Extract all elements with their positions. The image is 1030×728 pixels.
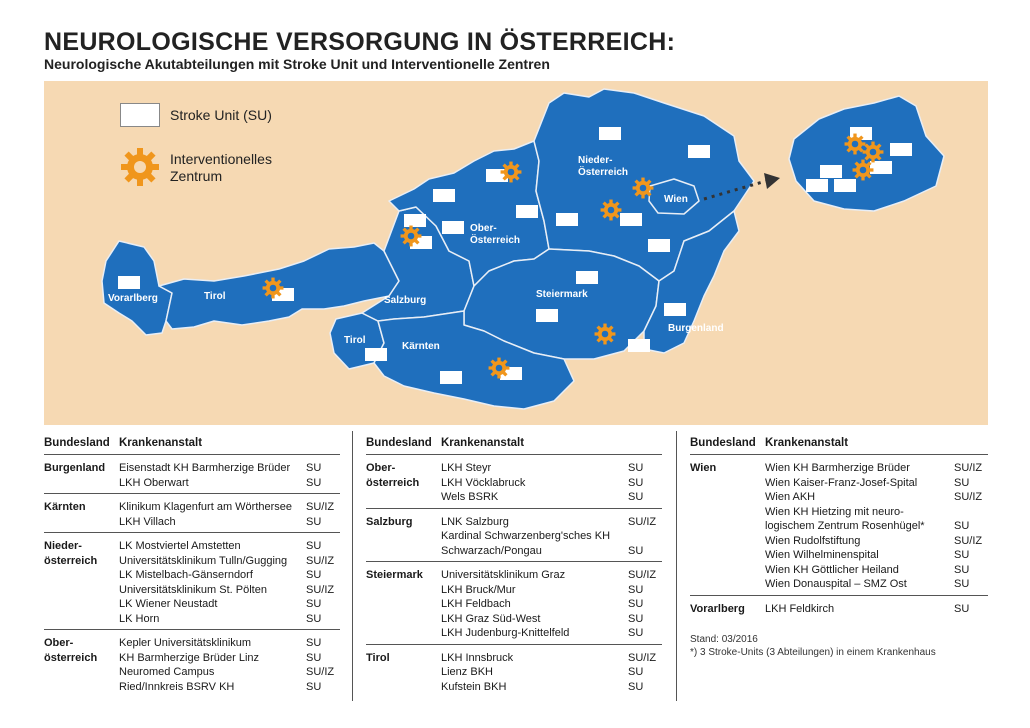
hospital-name: LK Mistelbach-Gänserndorf bbox=[119, 569, 253, 581]
hospital-name: LKH Villach bbox=[119, 515, 176, 528]
state-group bbox=[44, 533, 340, 630]
label-wien: Wien bbox=[664, 194, 688, 205]
table-row bbox=[119, 568, 340, 583]
hospital-name: Lienz BKH bbox=[441, 666, 493, 678]
label-osttirol: Tirol bbox=[344, 335, 366, 346]
hospital-name: LKH Bruck/Mur bbox=[441, 583, 516, 596]
hospital-name: Klinikum Klagenfurt am Wörthersee bbox=[119, 501, 293, 513]
label-kaernten: Kärnten bbox=[402, 341, 440, 352]
unit-type: SU/IZ bbox=[628, 515, 657, 528]
unit-type: SU/IZ bbox=[306, 583, 335, 596]
unit-type: SU bbox=[306, 651, 322, 664]
unit-type: SU bbox=[306, 598, 322, 610]
table-row bbox=[119, 515, 340, 530]
table-row bbox=[441, 515, 662, 530]
legend-interventional-label bbox=[170, 151, 310, 185]
stroke-unit-marker bbox=[516, 205, 538, 218]
unit-type: SU/IZ bbox=[954, 534, 983, 547]
unit-type: SU bbox=[628, 476, 644, 489]
label-oberoesterreich bbox=[470, 223, 520, 247]
state-name: Salzburg bbox=[366, 515, 413, 528]
table-row bbox=[441, 490, 662, 505]
stroke-unit-marker bbox=[576, 271, 598, 284]
state-name: Steiermark bbox=[366, 569, 423, 581]
header-krankenanstalt: Krankenanstalt bbox=[765, 436, 849, 449]
state-group bbox=[44, 630, 340, 697]
hospital-name: Kepler Universitätsklinikum bbox=[119, 637, 252, 649]
unit-type: SU bbox=[306, 540, 322, 552]
table-row bbox=[441, 476, 662, 491]
unit-type: SU bbox=[306, 680, 322, 693]
stroke-unit-marker bbox=[664, 303, 686, 316]
hospital-name: LK Horn bbox=[119, 612, 160, 625]
state-name: Burgenland bbox=[44, 462, 106, 474]
table-row bbox=[119, 636, 340, 651]
unit-type: SU bbox=[628, 491, 644, 503]
unit-type: SU bbox=[954, 578, 970, 590]
table-row bbox=[441, 529, 662, 544]
table-row bbox=[441, 651, 662, 666]
hospital-name: LKH Oberwart bbox=[119, 476, 189, 489]
state-name: Nieder- österreich bbox=[44, 540, 98, 567]
stroke-unit-marker bbox=[820, 165, 842, 178]
stroke-unit-marker bbox=[433, 189, 455, 202]
stroke-unit-marker bbox=[688, 145, 710, 158]
hospital-name: Universitätsklinikum St. Pölten bbox=[119, 583, 267, 596]
table-row bbox=[441, 612, 662, 627]
hospital-name: LNK Salzburg bbox=[441, 515, 509, 528]
stroke-unit-marker bbox=[648, 239, 670, 252]
table-row bbox=[765, 519, 988, 534]
unit-type: SU/IZ bbox=[954, 491, 983, 503]
hospital-name: LK Wiener Neustadt bbox=[119, 598, 218, 610]
hospital-name: Eisenstadt KH Barmherzige Brüder bbox=[119, 462, 291, 474]
table-column-3 bbox=[690, 431, 988, 659]
unit-type: SU bbox=[628, 462, 644, 474]
table-row bbox=[119, 680, 340, 695]
table-row bbox=[765, 563, 988, 578]
hospital-name: KH Barmherzige Brüder Linz bbox=[119, 651, 260, 664]
table-row bbox=[119, 612, 340, 627]
table-row bbox=[765, 602, 988, 617]
footnote-note: *) 3 Stroke-Units (3 Abteilungen) in einem Krankenhaus bbox=[690, 647, 936, 658]
hospital-name: LKH Feldbach bbox=[441, 598, 511, 610]
label-steiermark: Steiermark bbox=[536, 289, 588, 300]
state-group bbox=[366, 562, 662, 645]
header-krankenanstalt: Krankenanstalt bbox=[119, 436, 203, 449]
hospital-name: LKH Vöcklabruck bbox=[441, 476, 526, 489]
footnote-date: Stand: 03/2016 bbox=[690, 634, 758, 645]
footnote bbox=[690, 633, 988, 659]
hospital-name: LKH Innsbruck bbox=[441, 651, 514, 664]
hospital-name: Universitätsklinikum Tulln/Gugging bbox=[119, 554, 288, 567]
legend-iz-line1: Interventionelles bbox=[170, 151, 272, 167]
legend-iz-line2: Zentrum bbox=[170, 168, 223, 184]
table-row bbox=[119, 500, 340, 515]
column-divider bbox=[352, 431, 353, 701]
stroke-unit-marker bbox=[442, 221, 464, 234]
header-bundesland: Bundesland bbox=[366, 436, 432, 449]
table-row bbox=[119, 554, 340, 569]
state-group bbox=[366, 509, 662, 563]
unit-type: SU bbox=[954, 520, 970, 532]
unit-type: SU/IZ bbox=[954, 462, 983, 474]
state-name: Tirol bbox=[366, 651, 390, 664]
stroke-unit-marker bbox=[620, 213, 642, 226]
hospital-name: Wien KH Hietzing mit neuro- bbox=[765, 505, 904, 518]
table-row bbox=[441, 568, 662, 583]
stroke-unit-marker bbox=[536, 309, 558, 322]
stroke-unit-marker bbox=[556, 213, 578, 226]
austria-map bbox=[44, 81, 988, 425]
table-row bbox=[765, 476, 988, 491]
header-bundesland: Bundesland bbox=[44, 436, 110, 449]
stroke-unit-marker bbox=[599, 127, 621, 140]
state-group bbox=[690, 455, 988, 596]
unit-type: SU/IZ bbox=[628, 651, 657, 664]
state-name: Vorarlberg bbox=[690, 602, 745, 615]
label-niederoesterreich bbox=[578, 155, 628, 179]
table-header bbox=[366, 431, 662, 455]
label-salzburg: Salzburg bbox=[384, 295, 427, 306]
legend-stroke-unit-label: Stroke Unit (SU) bbox=[170, 107, 272, 123]
state-name: Kärnten bbox=[44, 501, 86, 513]
unit-type: SU/IZ bbox=[306, 501, 335, 513]
table-row bbox=[119, 461, 340, 476]
unit-type: SU bbox=[306, 515, 322, 528]
stroke-unit-marker bbox=[365, 348, 387, 361]
unit-type: SU bbox=[954, 602, 970, 615]
table-row bbox=[765, 577, 988, 592]
table-row bbox=[119, 583, 340, 598]
page-subtitle: Neurologische Akutabteilungen mit Stroke Unit und Interventionelle Zentren bbox=[44, 56, 550, 72]
unit-type: SU bbox=[628, 627, 644, 639]
unit-type: SU bbox=[628, 598, 644, 610]
unit-type: SU bbox=[306, 569, 322, 581]
table-row bbox=[441, 544, 662, 559]
hospital-tables bbox=[44, 431, 988, 721]
table-row bbox=[119, 597, 340, 612]
table-header bbox=[690, 431, 988, 455]
hospital-name: Neuromed Campus bbox=[119, 666, 215, 678]
column-divider bbox=[676, 431, 677, 701]
hospital-name: LKH Judenburg-Knittelfeld bbox=[441, 627, 570, 639]
unit-type: SU bbox=[628, 680, 644, 693]
unit-type: SU/IZ bbox=[628, 569, 657, 581]
label-oberoesterreich-1: Ober- bbox=[470, 223, 497, 234]
state-name: Ober- österreich bbox=[44, 637, 98, 664]
label-niederoesterreich-1: Nieder- bbox=[578, 155, 613, 166]
table-row bbox=[441, 597, 662, 612]
stroke-unit-marker bbox=[806, 179, 828, 192]
table-row bbox=[765, 490, 988, 505]
hospital-name: Wien Wilhelminenspital bbox=[765, 549, 879, 561]
hospital-name: Kufstein BKH bbox=[441, 680, 507, 693]
table-column-1 bbox=[44, 431, 340, 697]
table-header bbox=[44, 431, 340, 455]
unit-type: SU bbox=[628, 612, 644, 625]
state-group bbox=[44, 494, 340, 533]
unit-type: SU/IZ bbox=[306, 666, 335, 678]
state-name: Wien bbox=[690, 462, 717, 474]
hospital-name: LKH Steyr bbox=[441, 462, 492, 474]
hospital-name: Wien KH Barmherzige Brüder bbox=[765, 462, 910, 474]
label-tirol: Tirol bbox=[204, 291, 226, 302]
unit-type: SU bbox=[954, 476, 970, 489]
legend-stroke-unit-swatch bbox=[120, 103, 160, 127]
table-row bbox=[119, 539, 340, 554]
table-row bbox=[765, 461, 988, 476]
state-group bbox=[44, 455, 340, 494]
table-row bbox=[441, 665, 662, 680]
hospital-name: Kardinal Schwarzenberg'sches KH bbox=[441, 530, 611, 542]
hospital-name: Wien KH Göttlicher Heiland bbox=[765, 563, 899, 576]
label-vorarlberg: Vorarlberg bbox=[108, 293, 158, 304]
state-name: Ober- österreich bbox=[366, 462, 420, 489]
hospital-name: Schwarzach/Pongau bbox=[441, 544, 542, 557]
state-group bbox=[366, 455, 662, 509]
unit-type bbox=[628, 529, 662, 544]
unit-type: SU bbox=[306, 612, 322, 625]
table-row bbox=[441, 626, 662, 641]
table-row bbox=[765, 505, 988, 520]
hospital-name: LKH Feldkirch bbox=[765, 602, 835, 615]
unit-type: SU bbox=[306, 462, 322, 474]
stroke-unit-marker bbox=[890, 143, 912, 156]
unit-type: SU bbox=[954, 563, 970, 576]
stroke-unit-marker bbox=[440, 371, 462, 384]
hospital-name: Universitätsklinikum Graz bbox=[441, 569, 566, 581]
stroke-unit-marker bbox=[628, 339, 650, 352]
unit-type bbox=[954, 505, 988, 520]
label-niederoesterreich-2: Österreich bbox=[578, 167, 629, 178]
unit-type: SU bbox=[628, 583, 644, 596]
unit-type: SU/IZ bbox=[306, 554, 335, 567]
hospital-name: logischem Zentrum Rosenhügel* bbox=[765, 520, 925, 532]
label-burgenland: Burgenland bbox=[668, 323, 724, 334]
unit-type: SU bbox=[306, 476, 322, 489]
table-row bbox=[119, 665, 340, 680]
header-krankenanstalt: Krankenanstalt bbox=[441, 436, 525, 449]
header-bundesland: Bundesland bbox=[690, 436, 756, 449]
unit-type: SU bbox=[628, 544, 644, 557]
table-row bbox=[441, 583, 662, 598]
table-row bbox=[441, 461, 662, 476]
state-group bbox=[690, 596, 988, 620]
hospital-name: Wels BSRK bbox=[441, 491, 499, 503]
state-group bbox=[366, 645, 662, 698]
hospital-name: Wien Rudolfstiftung bbox=[765, 534, 861, 547]
table-row bbox=[765, 548, 988, 563]
stroke-unit-marker bbox=[118, 276, 140, 289]
unit-type: SU bbox=[306, 637, 322, 649]
table-row bbox=[119, 651, 340, 666]
hospital-name: Wien AKH bbox=[765, 491, 816, 503]
table-column-2 bbox=[366, 431, 662, 697]
hospital-name: Wien Kaiser-Franz-Josef-Spital bbox=[765, 476, 918, 489]
hospital-name: LK Mostviertel Amstetten bbox=[119, 540, 241, 552]
table-row bbox=[765, 534, 988, 549]
page-title: NEUROLOGISCHE VERSORGUNG IN ÖSTERREICH: bbox=[44, 28, 676, 56]
hospital-name: Ried/Innkreis BSRV KH bbox=[119, 680, 235, 693]
table-row bbox=[119, 476, 340, 491]
hospital-name: LKH Graz Süd-West bbox=[441, 612, 541, 625]
unit-type: SU bbox=[628, 666, 644, 678]
table-row bbox=[441, 680, 662, 695]
unit-type: SU bbox=[954, 549, 970, 561]
hospital-name: Wien Donauspital – SMZ Ost bbox=[765, 578, 907, 590]
label-oberoesterreich-2: Österreich bbox=[470, 235, 521, 246]
